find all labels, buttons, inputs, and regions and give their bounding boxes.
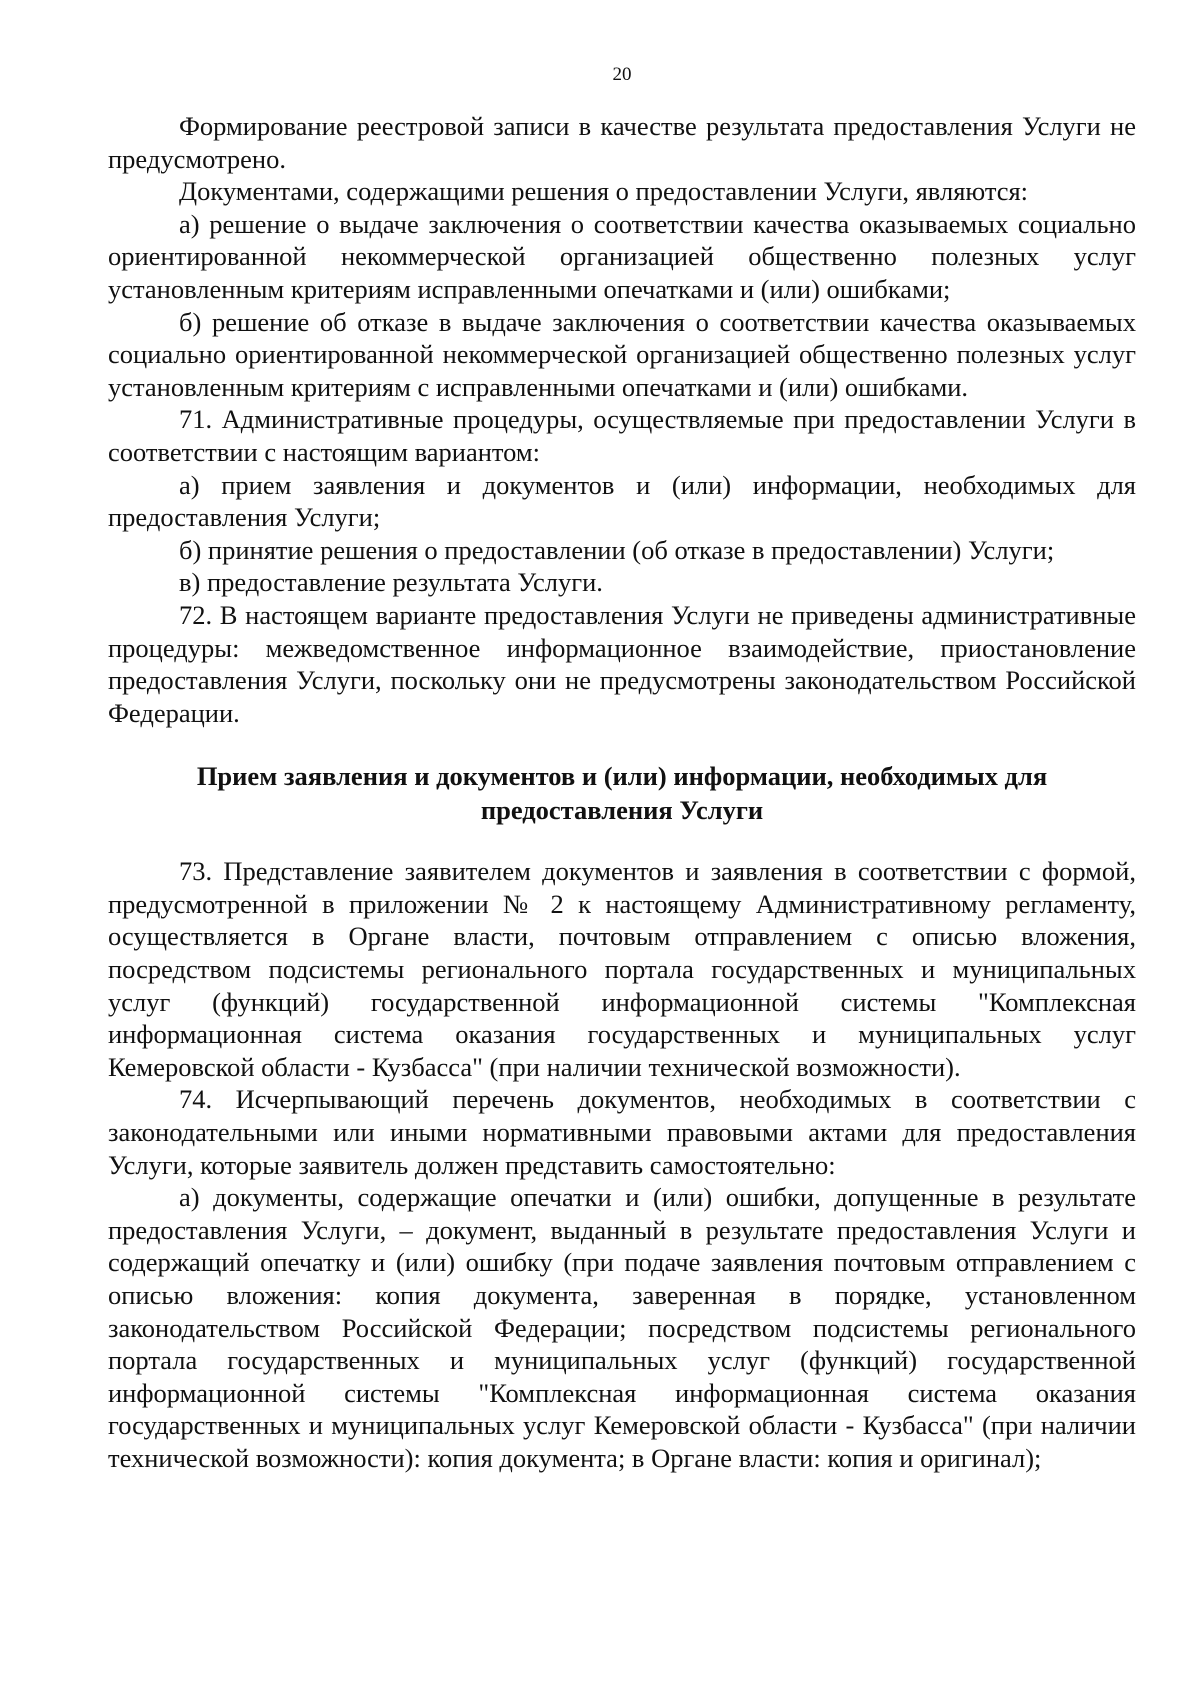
paragraph-72: 72. В настоящем варианте предоставления Услуги не приведены административные процедуры: межведомственное информационное взаимодействие, приостановление предоставления Услуги, поскольку они не предусмотрены законодательством Российской Федерации. <box>108 599 1136 728</box>
paragraph-71-item-a: а) прием заявления и документов и (или) информации, необходимых для предоставления Услуги; <box>108 469 1136 533</box>
paragraph-73: 73. Представление заявителем документов и заявления в соответствии с формой, предусмотренной в приложении № 2 к настоящему Административному регламенту, осуществляется в Органе власти, почтовым отправлением с описью вложения, посредством подсистемы регионального портала государственных и муниципальных услуг (функций) государственной информационной системы "Комплексная информационная система оказания государственных и муниципальных услуг Кемеровской области - Кузбасса" (при наличии технической возможности). <box>108 856 1136 1082</box>
document-body <box>108 110 1136 1475</box>
paragraph-71-item-b: б) принятие решения о предоставлении (об отказе в предоставлении) Услуги; <box>179 534 1055 565</box>
paragraph-74: 74. Исчерпывающий перечень документов, необходимых в соответствии с законодательными или иными нормативными правовыми актами для предоставления Услуги, которые заявитель должен представить самостоятельно: <box>108 1084 1136 1180</box>
paragraph-decision-documents: Документами, содержащими решения о предоставлении Услуги, являются: <box>179 176 1029 207</box>
paragraph-71-item-c: в) предоставление результата Услуги. <box>179 567 603 598</box>
paragraph-registry-record: Формирование реестровой записи в качестве результата предоставления Услуги не предусмотрено. <box>108 111 1136 174</box>
section-heading: Прием заявления и документов и (или) информации, необходимых для предоставления Услуги <box>196 761 1048 826</box>
paragraph-71: 71. Административные процедуры, осуществляемые при предоставлении Услуги в соответствии с настоящим вариантом: <box>108 404 1136 467</box>
paragraph-item-b-refusal: б) решение об отказе в выдаче заключения о соответствии качества оказываемых социально ориентированной некоммерческой организацией общественно полезных услуг установленным критериям с исправленными опечатками и (или) ошибками. <box>108 306 1136 402</box>
page-number: 20 <box>612 64 632 85</box>
paragraph-item-a-decision: а) решение о выдаче заключения о соответствии качества оказываемых социально ориентированной некоммерческой организацией общественно полезных услуг установленным критериям исправленными опечатками и (или) ошибками; <box>108 208 1136 304</box>
paragraph-74-item-a: а) документы, содержащие опечатки и (или) ошибки, допущенные в результате предоставления Услуги, – документ, выданный в результате предоставления Услуги и содержащий опечатку и (или) ошибку (при подаче заявления почтовым отправлением с описью вложения: копия документа, заверенная в порядке, установленном законодательством Российской Федерации; посредством подсистемы регионального портала государственных и муниципальных услуг (функций) государственной информационной системы "Комплексная информационная система оказания государственных и муниципальных услуг Кемеровской области - Кузбасса" (при наличии технической возможности): копия документа; в Органе власти: копия и оригинал); <box>108 1182 1136 1473</box>
